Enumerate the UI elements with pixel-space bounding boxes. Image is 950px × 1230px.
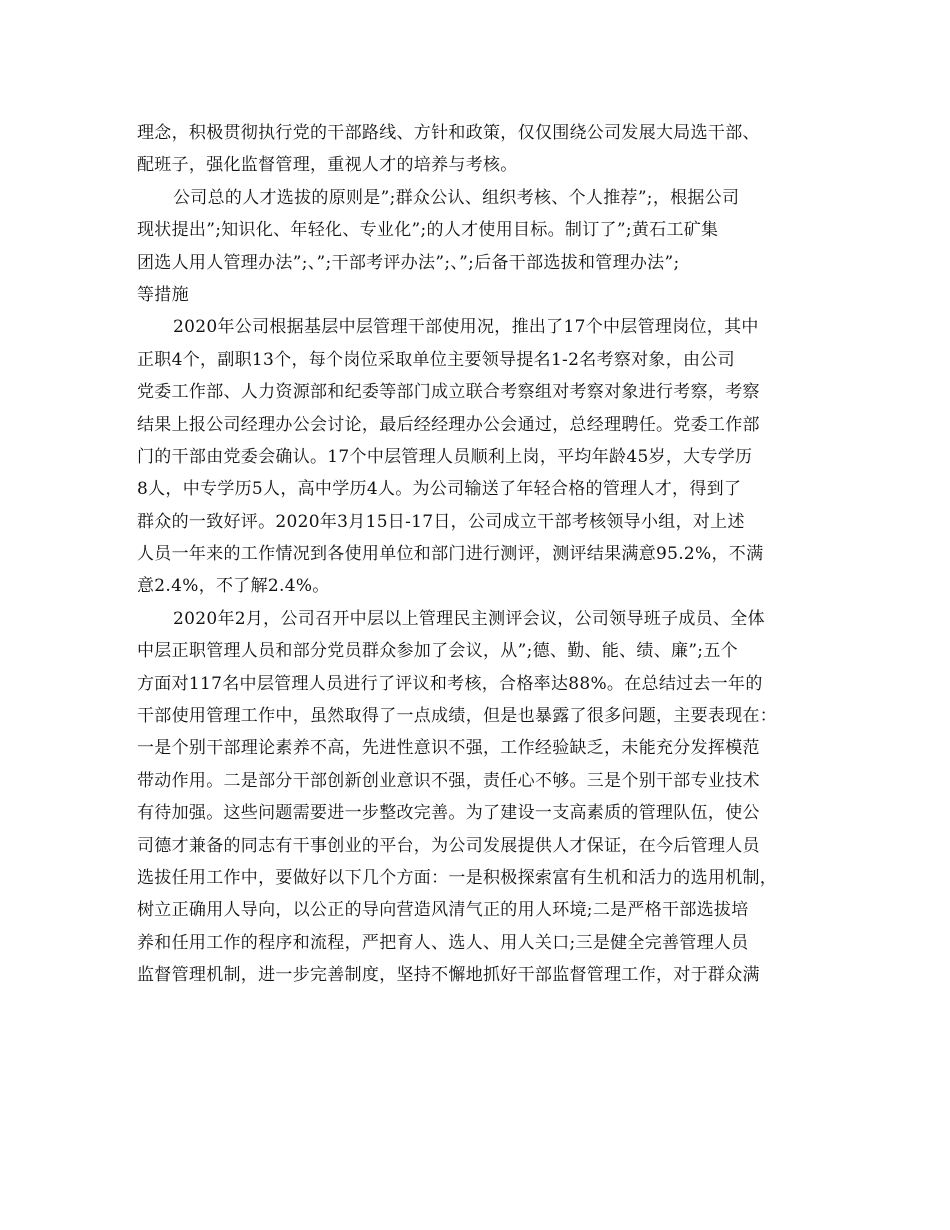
text-line: 门的干部由党委会确认。17个中层管理人员顺利上岗，平均年龄45岁，大专学历 — [137, 446, 753, 467]
text-line: 公司总的人才选拔的原则是”;群众公认、组织考核、个人推荐”;，根据公司 — [173, 187, 740, 208]
text-line: 2020年公司根据基层中层管理干部使用况，推出了17个中层管理岗位，其中 — [173, 317, 759, 338]
text-line: 有待加强。这些问题需要进一步整改完善。为了建设一支高素质的管理队伍，使公 — [137, 803, 760, 824]
paragraph-1 — [137, 117, 837, 182]
text-line: 2020年2月，公司召开中层以上管理民主测评会议，公司领导班子成员、全体 — [173, 608, 765, 629]
text-line: 理念，积极贯彻执行党的干部路线、方针和政策，仅仅围绕公司发展大局选干部、 — [137, 123, 760, 143]
text-line: 中层正职管理人员和部分党员群众参加了会议，从”;德、勤、能、绩、廉”;五个 — [137, 641, 738, 662]
text-line: 结果上报公司经理办公会讨论，最后经经理办公会通过，总经理聘任。党委工作部 — [137, 414, 760, 435]
text-line: 等措施 — [137, 284, 189, 305]
document-body — [137, 117, 837, 992]
paragraph-4 — [137, 603, 837, 992]
text-line: 人员一年来的工作情况到各使用单位和部门进行测评，测评结果满意95.2%，不满 — [137, 544, 764, 565]
text-line: 干部使用管理工作中，虽然取得了一点成绩，但是也暴露了很多问题，主要表现在： — [137, 706, 778, 727]
text-line: 养和任用工作的程序和流程，严把育人、选人、用人关口;三是健全完善管理人员 — [137, 932, 749, 953]
text-line: 司德才兼备的同志有干事创业的平台，为公司发展提供人才保证，在今后管理人员 — [137, 835, 760, 856]
text-line: 8人，中专学历5人，高中学历4人。为公司输送了年轻合格的管理人才，得到了 — [137, 479, 742, 500]
text-line: 树立正确用人导向，以公正的导向营造风清气正的用人环境;二是严格干部选拔培 — [137, 900, 749, 921]
text-line: 配班子，强化监督管理，重视人才的培养与考核。 — [137, 155, 518, 176]
paragraph-2 — [137, 182, 837, 312]
text-line: 群众的一致好评。2020年3月15日-17日，公司成立干部考核领导小组，对上述 — [137, 511, 745, 532]
text-line: 现状提出”;知识化、年轻化、专业化”;的人才使用目标。制订了”;黄石工矿集 — [137, 220, 719, 241]
paragraph-3 — [137, 311, 837, 603]
text-line: 带动作用。二是部分干部创新创业意识不强，责任心不够。三是个别干部专业技术 — [137, 770, 760, 791]
text-line: 意2.4%，不了解2.4%。 — [137, 576, 330, 597]
text-line: 选拔任用工作中，要做好以下几个方面：一是积极探索富有生机和活力的选用机制， — [137, 867, 778, 888]
text-line: 监督管理机制，进一步完善制度，坚持不懈地抓好干部监督管理工作，对于群众满 — [137, 965, 760, 986]
text-line: 一是个别干部理论素养不高，先进性意识不强，工作经验缺乏，未能充分发挥模范 — [137, 738, 760, 759]
text-line: 党委工作部、人力资源部和纪委等部门成立联合考察组对考察对象进行考察，考察 — [137, 382, 760, 403]
text-line: 团选人用人管理办法”;、”;干部考评办法”;、”;后备干部选拔和管理办法”; — [137, 252, 680, 273]
text-line: 方面对117名中层管理人员进行了评议和考核，合格率达88%。在总结过去一年的 — [137, 673, 763, 694]
text-line: 正职4个，副职13个，每个岗位采取单位主要领导提名1-2名考察对象，由公司 — [137, 349, 735, 370]
